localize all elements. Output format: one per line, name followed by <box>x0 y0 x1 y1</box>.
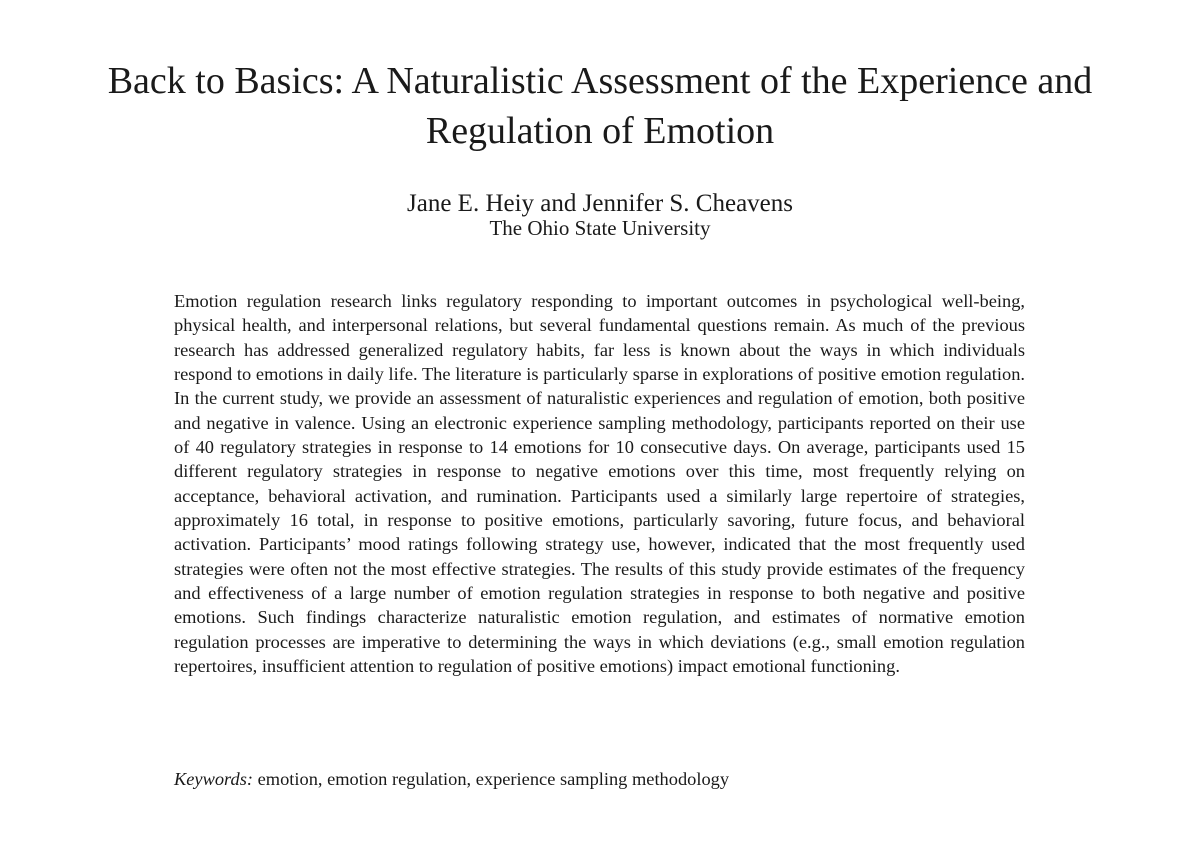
author-list: Jane E. Heiy and Jennifer S. Cheavens <box>407 190 793 217</box>
paper-title: Back to Basics: A Naturalistic Assessment of the Experience and Regulation of Emotion <box>107 60 1093 152</box>
keywords-line <box>174 767 1025 791</box>
keywords-label: Keywords: <box>174 769 254 789</box>
keywords-list: emotion, emotion regulation, experience sampling methodology <box>257 769 730 789</box>
abstract-text: Emotion regulation research links regulatory responding to important outcomes in psychological well-being, physical health, and interpersonal relations, but several fundamental questions remain. As much of the previous research has addressed generalized regulatory habits, far less is known about the ways in which individuals respond to emotions in daily life. The literature is particularly sparse in explorations of positive emotion regulation. In the current study, we provide an assessment of naturalistic experiences and regulation of emotion, both positive and negative in valence. Using an electronic experience sampling methodology, participants reported on their use of 40 regulatory strategies in response to 14 emotions for 10 consecutive days. On average, participants used 15 different regulatory strategies in response to negative emotions over this time, most frequently relying on acceptance, behavioral activation, and rumination. Participants used a similarly large repertoire of strategies, approximately 16 total, in response to positive emotions, particularly savoring, future focus, and behavioral activation. Participants’ mood ratings following strategy use, however, indicated that the most frequently used strategies were often not the most effective strategies. The results of this study provide estimates of the frequency and effectiveness of a large number of emotion regulation strategies in response to both negative and positive emotions. Such findings characterize naturalistic emotion regulation, and estimates of normative emotion regulation processes are imperative to determining the ways in which deviations (e.g., small emotion regulation repertoires, insufficient attention to regulation of positive emotions) impact emotional functioning. <box>174 291 1025 677</box>
author-affiliation: The Ohio State University <box>489 216 711 240</box>
